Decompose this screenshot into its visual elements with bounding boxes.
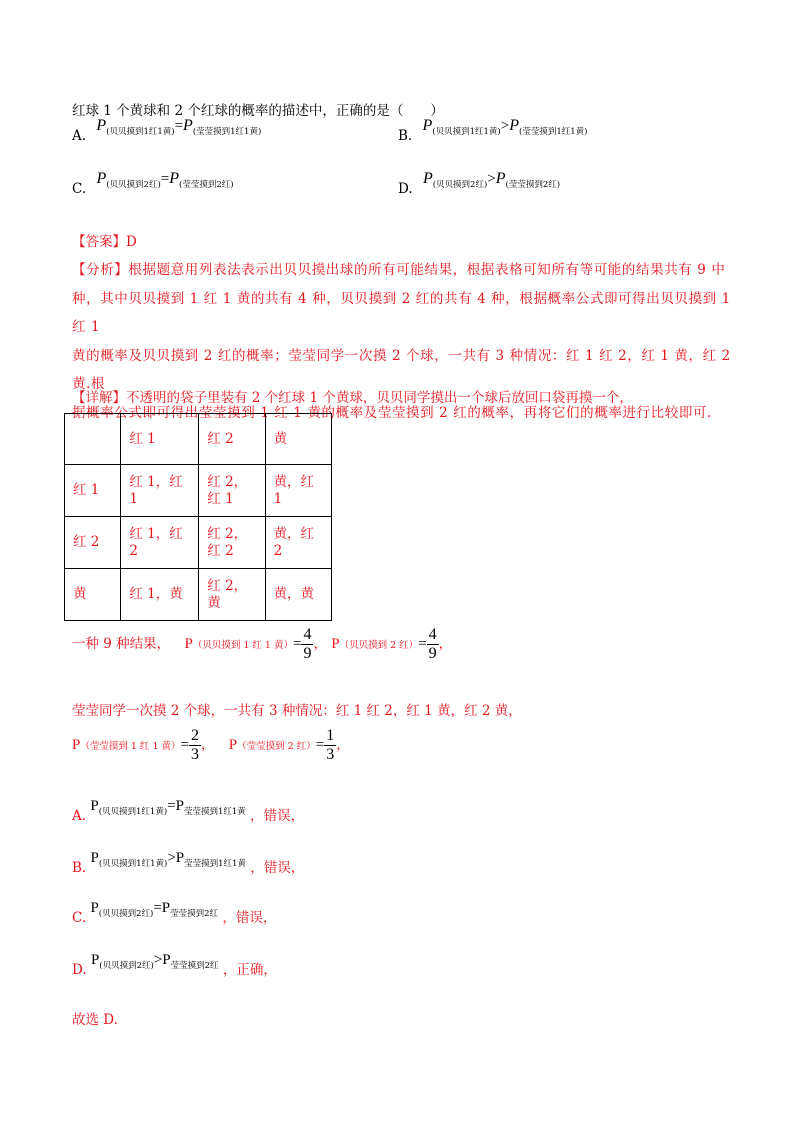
fraction-denominator: 9 (303, 645, 312, 662)
option-operator: > (500, 118, 510, 134)
table-cell: 黄，黄 (265, 569, 331, 621)
option-letter: A. (72, 128, 87, 144)
option-letter: D. (398, 181, 413, 197)
judgment-lhs-sub: (贝贝摸到1红1黄) (98, 859, 168, 869)
option-rhs-sub: (莹莹摸到2红) (179, 180, 234, 190)
p-symbol: P (422, 117, 433, 134)
p-symbol: P (175, 798, 184, 814)
analysis-line: 黄的概率及贝贝摸到 2 红的概率；莹莹同学一次摸 2 个球，一共有 3 种情况：红 1 红 2，红 1 黄，红 2 黄.根 (72, 347, 731, 392)
option-rhs-sub: (莹莹摸到2红) (505, 180, 561, 190)
fraction-4-9 (427, 626, 439, 663)
judgment-operator: > (167, 850, 176, 866)
p-symbol: P (175, 850, 185, 866)
table-header-cell (65, 414, 121, 465)
yingying-text: 莹莹同学一次摸 2 个球，一共有 3 种情况：红 1 红 2，红 1 黄，红 2 黄， (72, 703, 522, 719)
option-c (72, 170, 234, 198)
judgment-rhs-sub: 莹莹摸到1红1黄 (184, 859, 246, 869)
p-symbol: P (183, 117, 193, 134)
beibei-probabilities: 一种 9 种结果， P（贝贝摸到 1 红 1 黄）= $\frac{4}{9}$ ， P（贝贝摸到 2 红）= $\frac{4}{9}$ ， (72, 626, 453, 662)
fraction-4-9 (301, 626, 313, 663)
table-cell: 黄，红 2 (265, 517, 331, 569)
judgment-b (72, 850, 305, 877)
p-symbol: P (228, 737, 238, 753)
judgment-lhs-sub: (贝贝摸到2红) (99, 961, 154, 971)
option-a (72, 117, 262, 145)
answer-value: D (126, 234, 137, 250)
yingying-probabilities: P（莹莹摸到 1 红 1 黄）= $\frac{2}{3}$ ， P（莹莹摸到 2 红）= $\frac{1}{3}$ ， (72, 727, 350, 763)
judgment-letter: D. (72, 962, 87, 978)
judgment-a (72, 798, 305, 825)
judgment-operator: = (153, 900, 162, 916)
p-symbol: P (169, 170, 180, 187)
analysis-line: 据概率公式即可得出莹莹摸到 1 红 1 黄的概率及莹莹摸到 2 红的概率，再将它们的概率进行比较即可. (72, 404, 712, 421)
analysis-line: 根据题意用列表法表示出贝贝摸出球的所有可能结果，根据表格可知所有等可能的结果共有 9 中 (128, 262, 726, 278)
judgment-verdict: ，正确， (222, 962, 277, 978)
fraction-1-3 (324, 727, 336, 764)
p-symbol: P (90, 850, 99, 866)
table-cell: 红 1，黄 (121, 569, 199, 621)
option-letter: B. (398, 128, 413, 144)
p-symbol: P (72, 737, 81, 753)
judgment-lhs-sub: (贝贝摸到1红1黄) (98, 807, 168, 817)
detail-label: 【详解】 (72, 390, 126, 406)
answer-label: 【答案】 (72, 234, 126, 250)
prob-sub: （莹莹摸到 1 红 1 黄） (80, 741, 181, 752)
fraction-numerator: 2 (190, 727, 199, 744)
p-symbol: P (96, 170, 107, 187)
option-d (398, 170, 561, 198)
judgment-letter: A. (72, 808, 87, 824)
fraction-numerator: 4 (428, 626, 437, 643)
prob-sub: （贝贝摸到 2 红） (339, 640, 419, 651)
p-symbol: P (96, 117, 107, 134)
p-symbol: P (90, 900, 99, 916)
fraction-denominator: 9 (428, 645, 437, 662)
judgment-operator: = (167, 798, 176, 814)
fraction-denominator: 3 (190, 746, 199, 763)
table-cell: 红 2 (65, 517, 121, 569)
option-operator: > (487, 171, 496, 187)
fraction-numerator: 4 (303, 626, 312, 643)
p-symbol: P (90, 952, 100, 968)
judgment-verdict: ，错误， (250, 860, 305, 876)
option-lhs-sub: (贝贝摸到2红) (106, 180, 161, 190)
p-symbol: P (90, 798, 99, 814)
prob-sub: （莹莹摸到 2 红） (237, 741, 316, 752)
table-header-row (65, 414, 332, 465)
p-symbol: P (184, 636, 193, 652)
p-symbol: P (422, 170, 433, 187)
question-stem: 红球 1 个黄球和 2 个红球的概率的描述中，正确的是（ ） (72, 103, 444, 119)
option-operator: = (160, 171, 170, 187)
table-header-cell: 红 1 (121, 414, 199, 465)
p-symbol: P (509, 117, 519, 134)
judgment-d (72, 952, 277, 979)
table-row (65, 517, 332, 569)
p-symbol: P (495, 170, 506, 187)
option-letter: C. (72, 181, 87, 197)
table-cell: 红 2，红 1 (199, 465, 265, 517)
table-cell: 黄 (65, 569, 121, 621)
table-cell: 红 2，黄 (199, 569, 265, 621)
judgment-lhs-sub: (贝贝摸到2红) (98, 909, 154, 919)
table-header-cell: 黄 (265, 414, 331, 465)
judgment-letter: C. (72, 910, 87, 926)
option-rhs-sub: (莹莹摸到1红1黄) (519, 127, 588, 137)
p-symbol: P (331, 636, 340, 652)
prob-sub: （贝贝摸到 1 红 1 黄） (192, 640, 293, 651)
table-header-cell: 红 2 (199, 414, 265, 465)
table-cell: 黄，红 1 (265, 465, 331, 517)
analysis-label: 【分析】 (72, 262, 129, 278)
table-cell: 红 1，红 1 (121, 465, 199, 517)
result-text: 一种 9 种结果， (72, 636, 171, 652)
table-cell: 红 1 (65, 465, 121, 517)
option-lhs-sub: (贝贝摸到1红1黄) (106, 127, 175, 137)
fraction-numerator: 1 (326, 727, 335, 744)
option-lhs-sub: (贝贝摸到1红1黄) (432, 127, 501, 137)
analysis-line: 种，其中贝贝摸到 1 红 1 黄的共有 4 种，贝贝摸到 2 红的共有 4 种，根据概率公式即可得出贝贝摸到 1 红 1 (72, 290, 731, 335)
table-cell: 红 1，红 2 (121, 517, 199, 569)
option-rhs-sub: (莹莹摸到1红1黄) (192, 127, 262, 137)
fraction-denominator: 3 (326, 746, 335, 763)
judgment-letter: B. (72, 860, 87, 876)
fraction-2-3 (189, 727, 201, 764)
judgment-verdict: ，错误， (250, 808, 305, 824)
outcome-table (64, 413, 332, 621)
p-symbol: P (162, 952, 171, 968)
option-b (398, 117, 588, 145)
table-cell: 红 2，红 2 (199, 517, 265, 569)
table-row (65, 465, 332, 517)
judgment-operator: > (153, 952, 163, 968)
judgment-rhs-sub: 莹莹摸到1红1黄 (183, 807, 246, 817)
answer-line (72, 230, 137, 250)
judgment-rhs-sub: 莹莹摸到2红 (170, 961, 219, 971)
detail-intro (72, 386, 633, 406)
p-symbol: P (161, 900, 171, 916)
judgment-rhs-sub: 莹莹摸到2红 (170, 909, 219, 919)
judgment-c (72, 900, 277, 927)
judgment-verdict: ，错误， (222, 910, 277, 926)
detail-intro-text: 不透明的袋子里装有 2 个红球 1 个黄球，贝贝同学摸出一个球后放回口袋再摸一个， (126, 390, 633, 406)
conclusion: 故选 D. (72, 1012, 118, 1028)
table-row (65, 569, 332, 621)
option-operator: = (174, 118, 184, 134)
option-lhs-sub: (贝贝摸到2红) (432, 180, 488, 190)
